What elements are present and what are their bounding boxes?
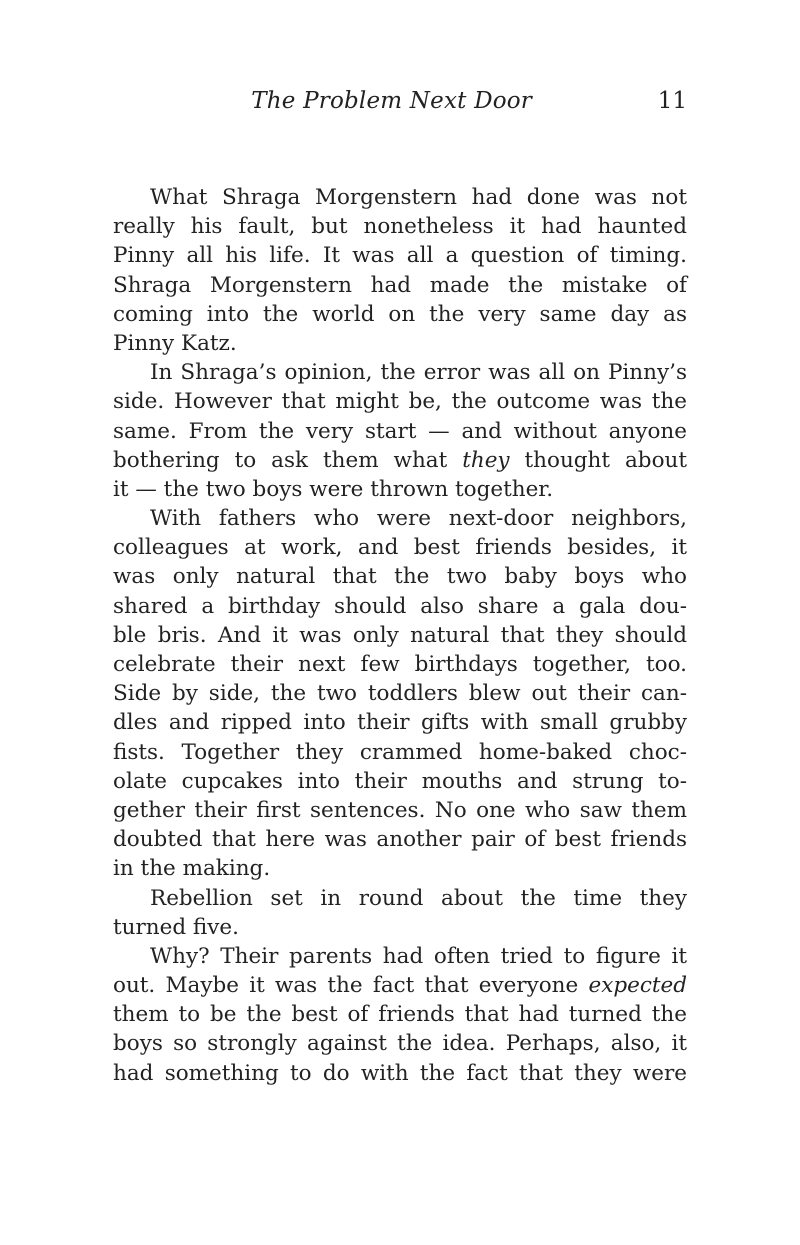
text-line bbox=[113, 1059, 687, 1088]
line-text: Side by side, the two toddlers blew out their can- bbox=[113, 681, 687, 707]
line-text: in the making. bbox=[113, 856, 271, 882]
paragraph bbox=[113, 358, 687, 504]
text-line bbox=[113, 358, 687, 387]
line-text: really his fault, but nonetheless it had haunted bbox=[113, 214, 687, 240]
line-text: was only natural that the two baby boys who bbox=[113, 564, 687, 590]
line-text: Shraga Morgenstern had made the mistake of bbox=[113, 272, 687, 298]
line-text: Pinny Katz. bbox=[113, 330, 237, 356]
line-text: them to be the best of friends that had turned the bbox=[113, 1002, 687, 1028]
text-line bbox=[113, 738, 687, 767]
text-line bbox=[113, 329, 687, 358]
paragraph bbox=[113, 884, 687, 942]
body-text bbox=[113, 183, 687, 1088]
line-text: In Shraga’s opinion, the error was all on Pinny’s bbox=[150, 360, 687, 386]
text-line bbox=[113, 708, 687, 737]
line-text: Why? Their parents had often tried to figure it bbox=[150, 943, 687, 969]
text-line bbox=[113, 942, 687, 971]
paragraph bbox=[113, 942, 687, 1088]
emphasis-text: expected bbox=[588, 973, 687, 999]
line-text: shared a birthday should also share a gala dou- bbox=[113, 593, 687, 619]
line-text: out. Maybe it was the fact that everyone bbox=[113, 973, 589, 999]
line-text: doubted that here was another pair of best friends bbox=[113, 827, 687, 853]
text-line bbox=[113, 562, 687, 591]
paragraph bbox=[113, 183, 687, 358]
line-text: same. From the very start — and without anyone bbox=[113, 418, 687, 444]
line-text: Pinny all his life. It was all a question of timing. bbox=[113, 243, 687, 269]
text-line bbox=[113, 387, 687, 416]
line-text: bothering to ask them what bbox=[113, 447, 463, 473]
text-line bbox=[113, 621, 687, 650]
text-line bbox=[113, 650, 687, 679]
line-text: boys so strongly against the idea. Perhaps, also, it bbox=[113, 1031, 687, 1057]
text-line bbox=[113, 796, 687, 825]
line-text: ble bris. And it was only natural that they should bbox=[113, 622, 687, 648]
line-text: fists. Together they crammed home-baked choc- bbox=[113, 739, 687, 765]
text-line bbox=[113, 504, 687, 533]
running-title: The Problem Next Door bbox=[251, 88, 532, 114]
line-text: thought about bbox=[509, 447, 687, 473]
line-text: olate cupcakes into their mouths and strung to- bbox=[113, 768, 687, 794]
line-text: dles and ripped into their gifts with small grubby bbox=[113, 710, 687, 736]
text-line bbox=[113, 767, 687, 796]
running-head bbox=[113, 88, 687, 122]
text-line bbox=[113, 971, 687, 1000]
text-line bbox=[113, 884, 687, 913]
text-line bbox=[113, 183, 687, 212]
line-text: With fathers who were next-door neighbors, bbox=[150, 506, 687, 532]
page-number: 11 bbox=[657, 88, 687, 114]
line-text: coming into the world on the very same day as bbox=[113, 301, 687, 327]
line-text: colleagues at work, and best friends besides, it bbox=[113, 535, 687, 561]
text-line bbox=[113, 679, 687, 708]
text-line bbox=[113, 913, 687, 942]
line-text: What Shraga Morgenstern had done was not bbox=[150, 185, 687, 210]
text-line bbox=[113, 241, 687, 270]
paragraph bbox=[113, 504, 687, 883]
text-line bbox=[113, 446, 687, 475]
text-line bbox=[113, 533, 687, 562]
text-line bbox=[113, 854, 687, 883]
line-text: it — the two boys were thrown together. bbox=[113, 476, 554, 502]
line-text: side. However that might be, the outcome was the bbox=[113, 389, 687, 415]
text-line bbox=[113, 825, 687, 854]
text-line bbox=[113, 300, 687, 329]
line-text: turned five. bbox=[113, 914, 239, 940]
text-line bbox=[113, 212, 687, 241]
text-line bbox=[113, 1000, 687, 1029]
line-text: gether their first sentences. No one who saw them bbox=[113, 797, 687, 823]
emphasis-text: they bbox=[462, 447, 510, 473]
text-line bbox=[113, 1029, 687, 1058]
text-line bbox=[113, 475, 687, 504]
line-text: had something to do with the fact that they were bbox=[113, 1060, 687, 1086]
line-text: celebrate their next few birthdays together, too. bbox=[113, 652, 687, 677]
text-line bbox=[113, 592, 687, 621]
text-line bbox=[113, 417, 687, 446]
line-text: Rebellion set in round about the time they bbox=[150, 885, 687, 911]
text-line bbox=[113, 271, 687, 300]
